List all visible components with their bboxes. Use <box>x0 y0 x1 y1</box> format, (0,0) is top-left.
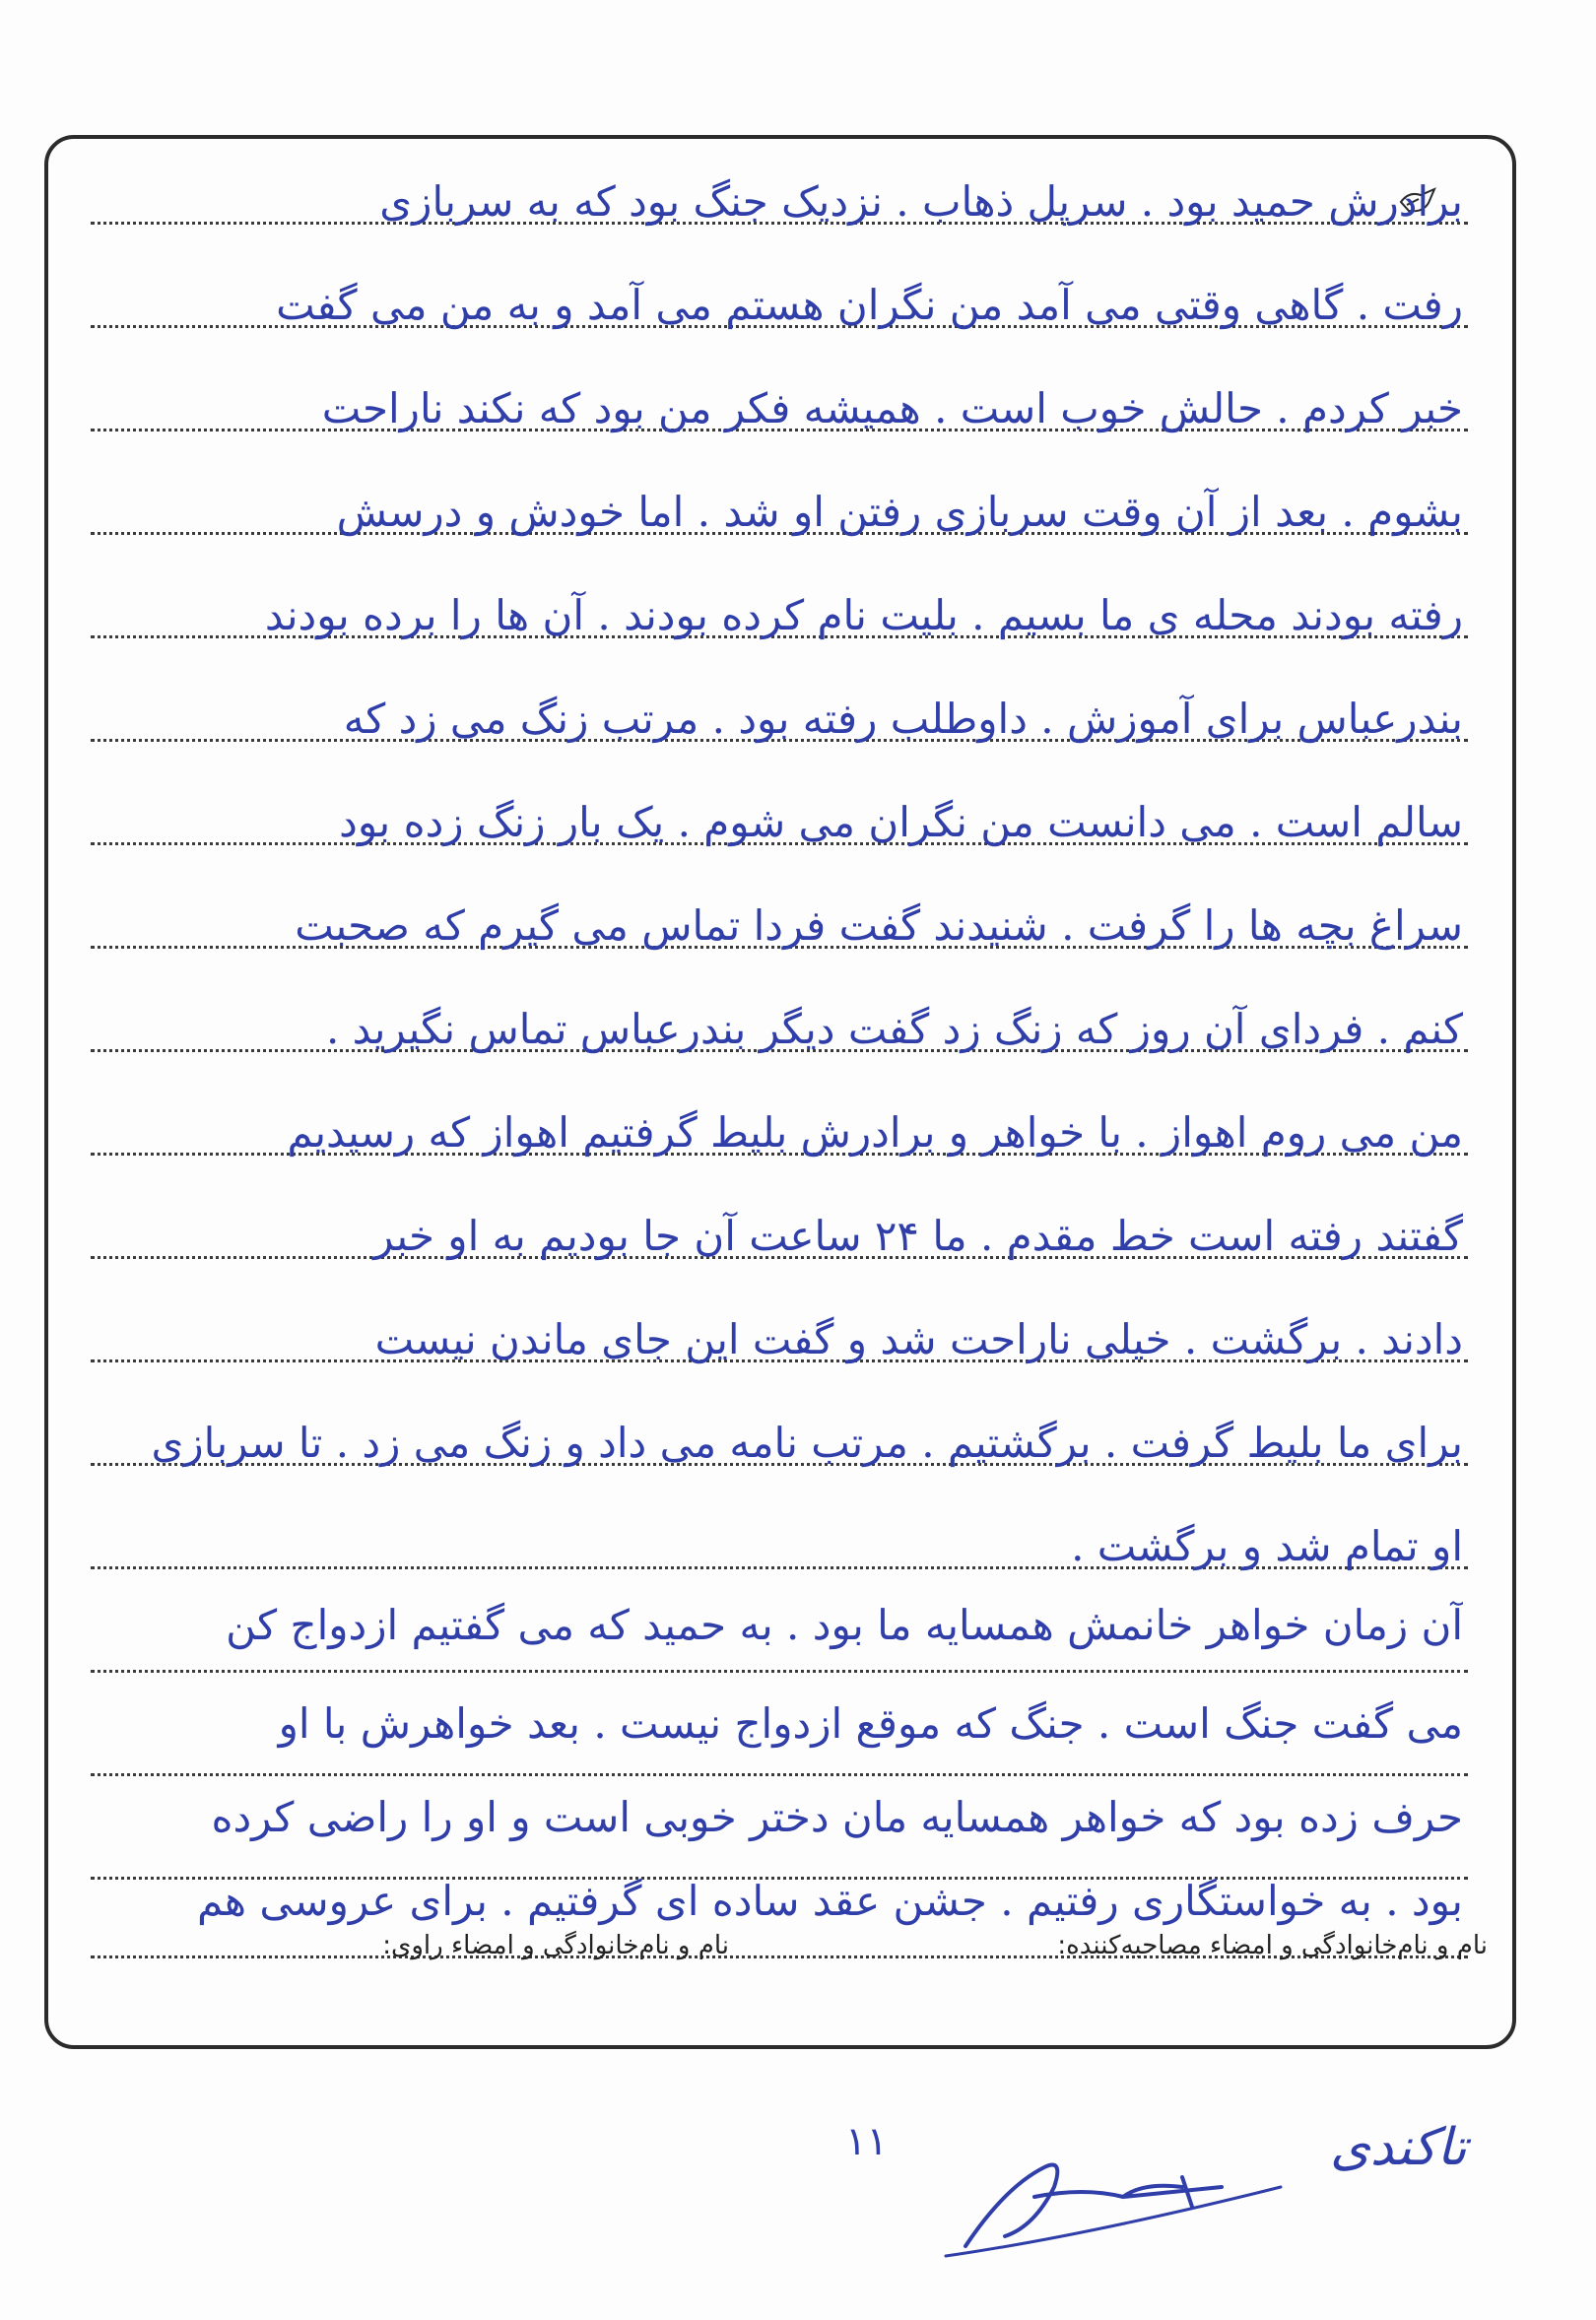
handwritten-line: برای ما بلیط گرفت . برگشتیم . مرتب نامه می داد و زنگ می زد . تا سربازی <box>151 1419 1463 1467</box>
page-number: ۱۱ <box>845 2119 888 2163</box>
handwritten-line: دادند . برگشت . خیلی ناراحت شد و گفت این جای ماندن نیست <box>374 1315 1463 1363</box>
handwritten-line: بود . به خواستگاری رفتیم . جشن عقد ساده ای گرفتیم . برای عروسی هم <box>196 1877 1463 1925</box>
handwritten-line: سراغ بچه ها را گرفت . شنیدند گفت فردا تماس می گیرم که صحبت <box>295 901 1463 950</box>
handwritten-line: او تمام شد و برگشت . <box>1071 1522 1463 1570</box>
handwritten-line: حرف زده بود که خواهر همسایه مان دختر خوبی است و او را راضی کرده <box>211 1793 1463 1841</box>
handwritten-line: من می روم اهواز . با خواهر و برادرش بلیط گرفتیم اهواز که رسیدیم <box>287 1108 1463 1157</box>
handwritten-line: سالم است . می دانست من نگران می شوم . یک بار زنگ زده بود <box>339 798 1463 846</box>
narrator-signature-label: نام و نام‌خانوادگی و امضاء راوی: <box>382 1931 729 1960</box>
handwritten-line: بندرعباس برای آموزش . داوطلب رفته بود . مرتب زنگ می زد که <box>343 695 1463 743</box>
handwritten-line: برادرش حمید بود . سرپل ذهاب . نزدیک جنگ بود که به سربازی <box>379 177 1463 226</box>
handwritten-line: گفتند رفته است خط مقدم . ما ۲۴ ساعت آن جا بودیم به او خبر <box>373 1212 1463 1260</box>
handwritten-line: آن زمان خواهر خانمش همسایه ما بود . به حمید که می گفتیم ازدواج کن <box>226 1601 1463 1649</box>
handwritten-line: رفته بودند محله ی ما بسیم . بلیت نام کرده بودند . آن ها را برده بودند <box>264 591 1463 639</box>
handwritten-line: بشوم . بعد از آن وقت سربازی رفتن او شد . اما خودش و درسش <box>336 488 1463 536</box>
handwritten-line: کنم . فردای آن روز که زنگ زد گفت دیگر بندرعباس تماس نگیرید . <box>325 1005 1463 1053</box>
handwritten-line: می گفت جنگ است . جنگ که موقع ازدواج نیست . بعد خواهرش با او <box>278 1699 1463 1748</box>
signature-name: تاکندی <box>1330 2118 1467 2177</box>
handwritten-line: رفت . گاهی وقتی می آمد من نگران هستم می آمد و به من می گفت <box>276 281 1463 329</box>
handwritten-line: خبر کردم . حالش خوب است . همیشه فکر من بود که نکند ناراحت <box>321 384 1463 432</box>
interviewer-signature-label: نام و نام‌خانوادگی و امضاء مصاحبه‌کننده: <box>1057 1931 1488 1960</box>
